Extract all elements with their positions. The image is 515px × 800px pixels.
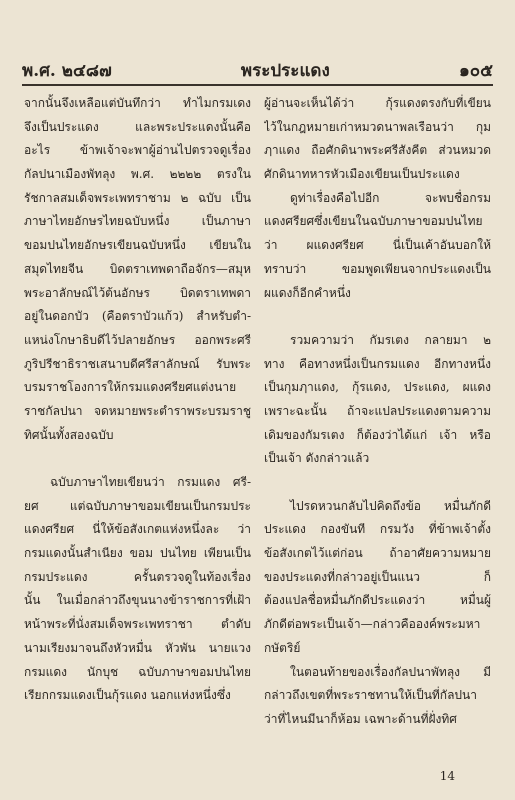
text-line: ดูท่าเรื่องคือไปอีก จะพบชื่อกรม — [290, 190, 491, 205]
text-line: นามเรียงมาจนถึงหัวหมื่น หัวพัน นายแวง — [24, 640, 251, 655]
text-line: กรมประแดง ครั้นตรวจดูในท้องเรื่อง — [24, 569, 251, 584]
text-line: อยู่ในดอกบัว (คือตราบัวแก้ว) สำหรับตำ- — [24, 309, 251, 324]
text-line: เป็นกุมฦาแดง, กุ้รแดง, ประแดง, ผแดง — [264, 380, 491, 395]
text-line: รวมความว่า กัมรเตง กลายมา ๒ — [290, 332, 491, 347]
text-line: ไว้ในกฎหมายเก่าหมวดนาพลเรือนว่า กุม — [264, 119, 491, 134]
text-line — [264, 305, 491, 329]
text-line: ภาษาไทยอักษรไทยฉบับหนึ่ง เป็นภาษา — [24, 214, 251, 229]
left-text-column — [24, 92, 251, 708]
text-line — [24, 447, 251, 471]
text-line: ขอมปนไทยอักษรเขียนฉบับหนึ่ง เขียนใน — [24, 238, 251, 253]
text-line: ของประแดงที่กล่าวอยู่เป็นแนว ก็ — [264, 569, 491, 584]
header-year: พ.ศ. ๒๔๘๗ — [22, 61, 112, 81]
text-line: ยศ แต่ฉบับภาษาขอมเขียนเป็นกรมประ — [24, 498, 251, 513]
text-line: เป็นเจ้า ดังกล่าวแล้ว — [264, 451, 370, 466]
header-title: พระประแดง — [240, 61, 330, 81]
text-line: บรมราชโองการให้กรมแดงศรียศแต่งนาย — [24, 380, 237, 395]
text-line: ต้องแปลชื่อหมื่นภักดีประแดงว่า หมื่นผู้ — [264, 593, 491, 608]
text-line — [264, 471, 491, 495]
text-line: ว่า ผแดงศรียศ นี่เป็นเค้าอันบอกให้ — [264, 238, 491, 253]
text-line: ทาง คือทางหนึ่งเป็นกรมแดง อีกทางหนึ่ง — [264, 356, 491, 371]
text-line: กล่าวถึงเขตที่พระราชทานให้เป็นที่กัลปนา — [264, 688, 477, 703]
text-line: ว่าที่ไหนมีนาก็ห้อม เฉพาะด้านที่ฝั่งทิศ — [264, 711, 457, 726]
folio-number: 14 — [439, 769, 455, 783]
text-line: ภูริปรีชาธิราชเสนาบดีศรีสาลักษณ์ รับพระ — [24, 356, 251, 371]
text-line: ทราบว่า ขอมพูดเพียนจากประแดงเป็น — [264, 261, 491, 276]
text-line: นั้น ในเมื่อกล่าวถึงขุนนางข้าราชการที่เฝ้า — [24, 593, 251, 608]
text-line: พระอาลักษณ์ไว้ต้นอักษร บิดตราเทพดา — [24, 285, 251, 300]
text-line: อะไร ข้าพเจ้าจะพาผู้อ่านไปตรวจดูเรื่อง — [24, 143, 251, 158]
text-line: ไปรดหวนกลับไปคิดถึงข้อ หมื่นภักดี — [290, 498, 491, 513]
text-line: แหน่งโกษาธิบดีไว้ปลายอักษร ออกพระศรี — [24, 332, 251, 347]
text-line: เรียกกรมแดงเป็นกุ้รแดง นอกแห่งหนึ่งซึ่ง — [24, 688, 231, 703]
text-line: กษัตริย์ — [264, 640, 301, 655]
text-line: กัลปนาเมืองพัทลุง พ.ศ. ๒๒๒๒ ตรงใน — [24, 167, 251, 182]
text-line: ข้อสังเกตไว้แต่ก่อน ถ้าอาศัยความหมาย — [264, 546, 491, 561]
text-line: ฉบับภาษาไทยเขียนว่า กรมแดง ศรี- — [50, 475, 251, 489]
text-line: จึงเป็นประแดง และพระประแดงนั้นคือ — [24, 119, 251, 134]
text-line: สมุดไทยจีน บิดตราเทพดาถือจักร—สมุห — [24, 261, 251, 276]
text-line: แดงศรียศ นี่ให้ข้อสังเกตแห่งหนึ่งละ ว่า — [24, 522, 251, 537]
text-line: ในตอนท้ายของเรื่องกัลปนาพัทลุง มี — [290, 664, 491, 679]
text-line: รัชกาลสมเด็จพระเพทราชาม ๒ ฉบับ เป็น — [24, 190, 251, 205]
header-rule — [22, 84, 493, 86]
right-text-column — [264, 92, 491, 732]
text-line: ศักดินาทหารหัวเมืองเขียนเป็นประแดง — [264, 167, 460, 182]
text-line: กรมแดง นักบุช ฉบับภาษาขอมปนไทย — [24, 664, 251, 679]
text-line: จากนั้นจึงเหลือแต่บันทึกว่า ทำไมกรมเดง — [24, 96, 251, 110]
text-line: ทิศนั้นทั้งสองฉบับ — [24, 427, 114, 442]
text-line: ฦาแดง ถือศักดินาพระศรีสังคีต ส่วนหมวด — [264, 143, 491, 158]
text-line: ผู้อ่านจะเห็นได้ว่า กุ้รแดงตรงกับที่เขียน — [264, 96, 491, 110]
running-header — [22, 54, 493, 80]
text-line: ประแดง กองขันที กรมวัง ที่ข้าพเจ้าตั้ง — [264, 522, 491, 537]
text-line: เพราะฉะนั้น ถ้าจะแปลประแดงตามความ — [264, 403, 491, 418]
header-page-number: ๑๐๕ — [458, 61, 493, 81]
text-line: หน้าพระที่นั่งสมเด็จพระเพทราชา ตำดับ — [24, 617, 251, 632]
text-line: ราชกัลปนา จดหมายพระตำราพระบรมราชู — [24, 403, 251, 418]
text-line: กรมแดงนั้นสำเนียง ขอม ปนไทย เพียนเป็น — [24, 546, 251, 561]
text-line: เดิมของกัมรเตง ก็ต้องว่าได้แก่ เจ้า หรือ — [264, 427, 491, 442]
text-line: แดงศรียศซึ่งเขียนในฉบับภาษาขอมปนไทย — [264, 214, 483, 229]
text-line: ผแดงก็อีกคำหนึ่ง — [264, 285, 351, 300]
text-line: ภักดีต่อพระเป็นเจ้า—กล่าวคือองค์พระมหา — [264, 617, 481, 632]
